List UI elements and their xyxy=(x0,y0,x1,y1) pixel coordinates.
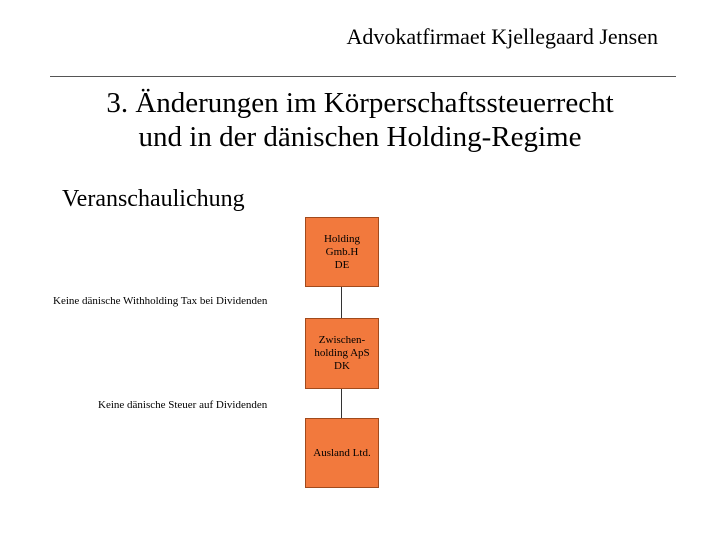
header-divider xyxy=(50,76,676,77)
entity-line: DK xyxy=(334,360,350,372)
entity-box-zwischenholding-dk xyxy=(305,318,379,389)
note-dividend-tax: Keine dänische Steuer auf Dividenden xyxy=(98,399,268,411)
note-withholding-tax: Keine dänische Withholding Tax bei Dividenden xyxy=(53,295,268,307)
firm-name: Advokatfirmaet Kjellegaard Jensen xyxy=(346,24,658,49)
entity-line: Gmb.H xyxy=(325,245,359,258)
entity-line: DE xyxy=(334,258,350,271)
connector-line xyxy=(341,389,342,418)
connector-line xyxy=(341,287,342,318)
slide-title-line-1: 3. Änderungen im Körperschaftssteuerrecht xyxy=(106,87,614,119)
entity-box-ausland-ltd xyxy=(305,418,379,488)
entity-line: holding ApS xyxy=(314,347,370,359)
slide-title xyxy=(0,86,720,154)
slide-title-line-2: und in der dänischen Holding-Regime xyxy=(138,121,582,153)
entity-line: Zwischen- xyxy=(318,334,366,346)
entity-box-holding-de xyxy=(305,217,379,287)
entity-line: Holding xyxy=(323,232,361,245)
section-label: Veranschaulichung xyxy=(62,186,245,212)
entity-line: Ausland Ltd. xyxy=(313,446,371,459)
